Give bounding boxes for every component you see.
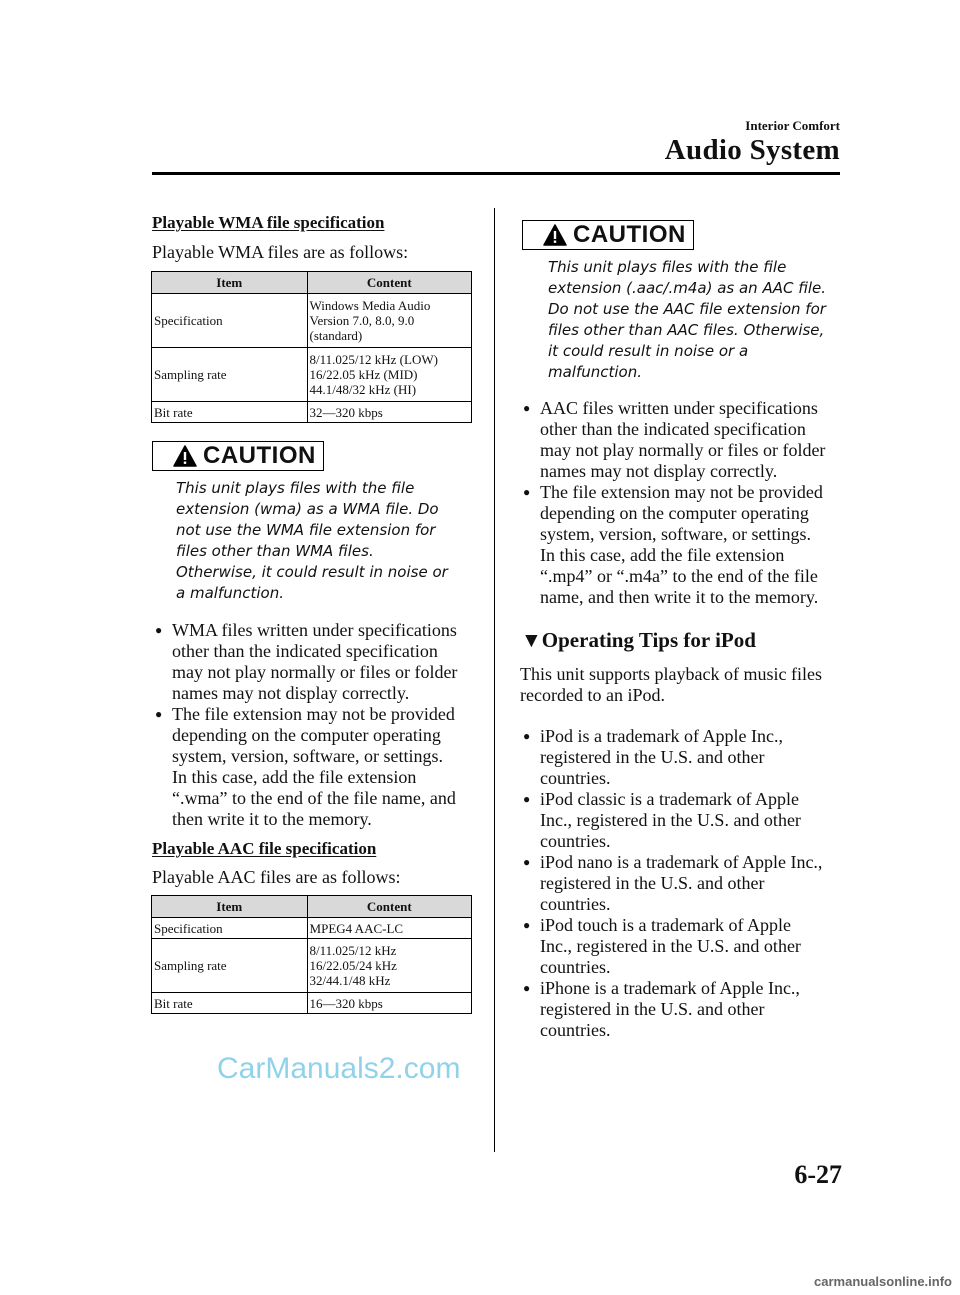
warning-icon [543, 224, 567, 246]
table-cell-item: Bit rate [152, 993, 308, 1014]
para-line: recorded to an iPod. [520, 685, 665, 705]
cell-line: 32/44.1/48 kHz [309, 973, 391, 988]
bullet-icon: ● [523, 729, 531, 743]
bullet-icon: ● [523, 401, 531, 415]
table-row [152, 993, 472, 1014]
table-header-content: Content [307, 272, 471, 294]
bullet-icon: ● [155, 707, 163, 721]
table-cell-content: 16―320 kbps [307, 993, 471, 1014]
list-line: may not play normally or files or folder [540, 440, 826, 460]
list-line: The file extension may not be provided [540, 482, 823, 502]
aac-heading: Playable AAC file specification [152, 839, 377, 858]
bullet-icon: ● [155, 623, 163, 637]
list-line: WMA files written under specifications [172, 620, 457, 640]
list-line: names may not display correctly. [172, 683, 410, 703]
cell-line: 16/22.05 kHz (MID) [309, 367, 418, 382]
list-line: iPod is a trademark of Apple Inc., [540, 726, 783, 746]
table-cell-item: Bit rate [152, 402, 308, 423]
list-line: Inc., registered in the U.S. and other [540, 936, 801, 956]
list-line: The file extension may not be provided [172, 704, 455, 724]
cell-line: Windows Media Audio [309, 298, 431, 313]
chapter-label: Interior Comfort [745, 118, 840, 133]
caution-label: CAUTION [573, 221, 686, 248]
list-line: then write it to the memory. [172, 809, 372, 829]
table-cell-content [307, 939, 471, 993]
list-line: countries. [540, 894, 611, 914]
caution-line: extension (.aac/.m4a) as an AAC file. [548, 279, 827, 297]
list-line: system, version, software, or settings. [540, 524, 811, 544]
page-title: Audio System [664, 134, 840, 166]
bullet-icon: ● [523, 792, 531, 806]
list-line: system, version, software, or settings. [172, 746, 443, 766]
list-line: registered in the U.S. and other [540, 873, 765, 893]
table-cell-content [307, 294, 471, 348]
para-line: This unit supports playback of music files [520, 664, 822, 684]
list-line: countries. [540, 831, 611, 851]
list-line: In this case, add the file extension [540, 545, 785, 565]
caution-label: CAUTION [203, 442, 316, 469]
table-cell-item: Sampling rate [152, 939, 308, 993]
ipod-heading-text: Operating Tips for iPod [541, 628, 756, 652]
table-row [152, 402, 472, 423]
list-line: countries. [540, 1020, 611, 1040]
list-line: registered in the U.S. and other [540, 999, 765, 1019]
aac-notes-list [520, 398, 825, 608]
list-item [152, 620, 457, 704]
list-line: Inc., registered in the U.S. and other [540, 810, 801, 830]
table-cell-item: Sampling rate [152, 348, 308, 402]
list-line: countries. [540, 957, 611, 977]
footer-watermark[interactable]: carmanualsonline.info [814, 1274, 952, 1289]
list-item [520, 398, 825, 482]
triangle-down-icon: ▼ [521, 628, 542, 652]
wma-caution-text [176, 478, 448, 604]
caution-line: This unit plays files with the file [176, 479, 415, 497]
aac-spec-table [151, 895, 472, 1014]
table-row [152, 294, 472, 348]
caution-line: malfunction. [548, 363, 643, 381]
list-line: names may not display correctly. [540, 461, 778, 481]
caution-line: extension (wma) as a WMA file. Do [176, 500, 439, 518]
table-cell-content: MPEG4 AAC-LC [307, 918, 471, 939]
list-item [152, 704, 457, 830]
list-line: may not play normally or files or folder [172, 662, 458, 682]
wma-heading: Playable WMA file specification [152, 213, 385, 232]
list-item [520, 978, 822, 1041]
list-line: depending on the computer operating [172, 725, 441, 745]
list-line: iPhone is a trademark of Apple Inc., [540, 978, 800, 998]
caution-line: files other than WMA files. [176, 542, 374, 560]
list-line: “.mp4” or “.m4a” to the end of the file [540, 566, 818, 586]
header-rule [152, 172, 840, 175]
watermark[interactable]: CarManuals2.com [217, 1052, 461, 1085]
caution-line: Otherwise, it could result in noise or [176, 563, 448, 581]
table-row [152, 348, 472, 402]
table-header-item: Item [152, 896, 308, 918]
table-cell-item: Specification [152, 294, 308, 348]
ipod-section-heading [521, 628, 756, 653]
table-row [152, 918, 472, 939]
list-line: name, and then write it to the memory. [540, 587, 819, 607]
list-line: AAC files written under specifications [540, 398, 818, 418]
cell-line: 8/11.025/12 kHz [309, 943, 397, 958]
list-item [520, 482, 825, 608]
wma-notes-list [152, 620, 457, 830]
caution-line: a malfunction. [176, 584, 284, 602]
list-line: iPod nano is a trademark of Apple Inc., [540, 852, 823, 872]
table-cell-content [307, 348, 471, 402]
aac-caution-text [548, 257, 826, 383]
aac-intro: Playable AAC files are as follows: [152, 867, 401, 887]
list-line: iPod touch is a trademark of Apple [540, 915, 791, 935]
list-line: iPod classic is a trademark of Apple [540, 789, 799, 809]
list-line: other than the indicated specification [172, 641, 438, 661]
cell-line: Version 7.0, 8.0, 9.0 [309, 313, 415, 328]
list-item [520, 852, 822, 915]
caution-line: This unit plays files with the file [548, 258, 787, 276]
caution-line: Do not use the AAC file extension for [548, 300, 826, 318]
table-cell-item: Specification [152, 918, 308, 939]
column-divider [494, 208, 495, 1152]
caution-line: files other than AAC files. Otherwise, [548, 321, 825, 339]
cell-line: (standard) [309, 328, 363, 343]
list-line: countries. [540, 768, 611, 788]
ipod-intro [520, 664, 822, 706]
bullet-icon: ● [523, 485, 531, 499]
ipod-trademark-list [520, 726, 822, 1041]
list-item [520, 915, 822, 978]
list-line: In this case, add the file extension [172, 767, 417, 787]
bullet-icon: ● [523, 855, 531, 869]
caution-line: not use the WMA file extension for [176, 521, 436, 539]
caution-line: it could result in noise or a [548, 342, 749, 360]
wma-spec-table [151, 271, 472, 423]
list-line: “.wma” to the end of the file name, and [172, 788, 456, 808]
cell-line: 16/22.05/24 kHz [309, 958, 397, 973]
bullet-icon: ● [523, 981, 531, 995]
page-number: 6-27 [794, 1160, 842, 1189]
list-line: registered in the U.S. and other [540, 747, 765, 767]
table-header-item: Item [152, 272, 308, 294]
warning-icon [173, 445, 197, 467]
list-line: depending on the computer operating [540, 503, 809, 523]
list-item [520, 789, 822, 852]
cell-line: 8/11.025/12 kHz (LOW) [309, 352, 438, 367]
cell-line: 44.1/48/32 kHz (HI) [309, 382, 417, 397]
aac-caution-box [522, 220, 694, 250]
table-row [152, 939, 472, 993]
list-line: other than the indicated specification [540, 419, 806, 439]
table-cell-content: 32―320 kbps [307, 402, 471, 423]
table-header-content: Content [307, 896, 471, 918]
bullet-icon: ● [523, 918, 531, 932]
wma-intro: Playable WMA files are as follows: [152, 242, 409, 262]
wma-caution-box [152, 441, 324, 471]
list-item [520, 726, 822, 789]
